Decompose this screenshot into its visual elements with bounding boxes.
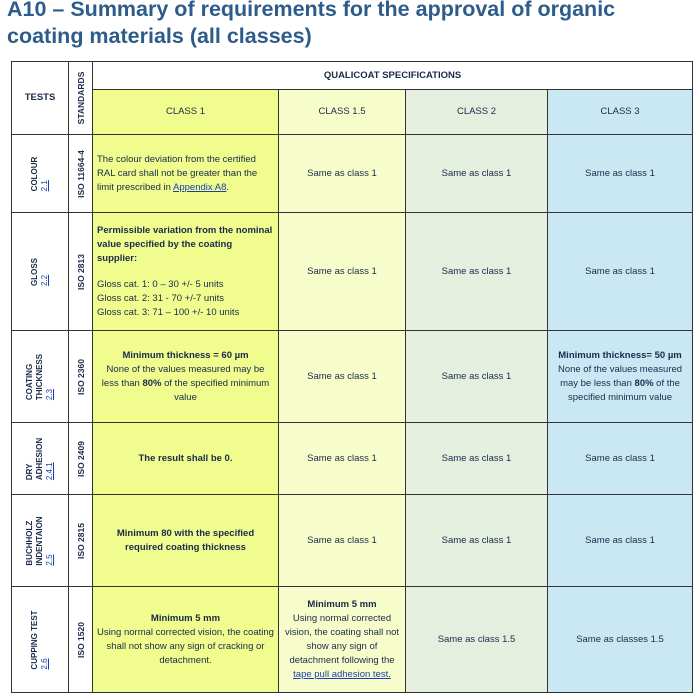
class-header-row	[12, 90, 693, 135]
cupping-class-1-5: Minimum 5 mm Using normal corrected vision, the coating shall not show any sign of detachment following the tape pull adhesion test.	[279, 587, 406, 693]
table-row-dry-adhesion	[12, 423, 693, 495]
thickness-class-2: Same as class 1	[406, 331, 548, 423]
table-row-buchholz	[12, 495, 693, 587]
gloss-class-1-5: Same as class 1	[279, 213, 406, 331]
buchholz-class-3: Same as class 1	[548, 495, 693, 587]
test-coating-thickness: COATING THICKNESS 2.3	[12, 331, 69, 423]
table-row-cupping-test	[12, 587, 693, 693]
buchholz-class-1: Minimum 80 with the specified required coating thickness	[93, 495, 279, 587]
thickness-class-1: Minimum thickness = 60 µm None of the values measured may be less than 80% of the specified minimum value	[93, 331, 279, 423]
colour-class-1: The colour deviation from the certified RAL card shall not be greater than the limit prescribed in Appendix A8.	[93, 135, 279, 213]
colour-class-2: Same as class 1	[406, 135, 548, 213]
ref-link-2-3[interactable]: 2.3	[45, 388, 54, 400]
standard-buchholz: ISO 2815	[69, 495, 93, 587]
standard-gloss: ISO 2813	[69, 213, 93, 331]
header-qualicoat-specifications: QUALICOAT SPECIFICATIONS	[93, 62, 693, 90]
test-cupping: CUPPING TEST 2.6	[12, 587, 69, 693]
ref-link-2-4-1[interactable]: 2.4.1	[45, 461, 54, 480]
header-class-1: CLASS 1	[93, 90, 279, 135]
buchholz-class-1-5: Same as class 1	[279, 495, 406, 587]
cupping-class-1: Minimum 5 mm Using normal corrected vision, the coating shall not show any sign of cracking or detachment.	[93, 587, 279, 693]
ref-link-2-5[interactable]: 2.5	[45, 553, 54, 566]
colour-class-3: Same as class 1	[548, 135, 693, 213]
standard-cupping: ISO 1520	[69, 587, 93, 693]
adhesion-class-1-5: Same as class 1	[279, 423, 406, 495]
test-gloss: GLOSS 2.2	[12, 213, 69, 331]
cupping-class-3: Same as classes 1.5	[548, 587, 693, 693]
standard-coating-thickness: ISO 2360	[69, 331, 93, 423]
ref-link-2-2[interactable]: 2.2	[40, 274, 49, 286]
thickness-class-1-5: Same as class 1	[279, 331, 406, 423]
header-standards: STANDARDS	[69, 62, 93, 135]
page-title: A10 – Summary of requirements for the approval of organic coating materials (all classes)	[7, 0, 616, 48]
gloss-class-2: Same as class 1	[406, 213, 548, 331]
test-colour: COLOUR 2.1	[12, 135, 69, 213]
adhesion-class-2: Same as class 1	[406, 423, 548, 495]
adhesion-class-1: The result shall be 0.	[93, 423, 279, 495]
table-header-row	[12, 62, 693, 90]
requirements-table	[11, 61, 693, 693]
table-row-coating-thickness	[12, 331, 693, 423]
colour-class-1-5: Same as class 1	[279, 135, 406, 213]
standard-dry-adhesion: ISO 2409	[69, 423, 93, 495]
test-buchholz: BUCHHOLZ INDENTAION 2.5	[12, 495, 69, 587]
gloss-class-1: Permissible variation from the nominal value specified by the coating supplier: Gloss cat. 1: 0 – 30 +/- 5 units Gloss cat. 2: 31 - 70 +/-7 units Gloss cat. 3: 71 – 100 +/- 10 units	[93, 213, 279, 331]
test-dry-adhesion: DRY ADHESION 2.4.1	[12, 423, 69, 495]
tape-pull-adhesion-link[interactable]: tape pull adhesion test.	[293, 668, 391, 680]
buchholz-class-2: Same as class 1	[406, 495, 548, 587]
table-row-gloss	[12, 213, 693, 331]
ref-link-2-1[interactable]: 2.1	[40, 179, 49, 191]
adhesion-class-3: Same as class 1	[548, 423, 693, 495]
appendix-a8-link[interactable]: Appendix A8	[173, 181, 227, 193]
header-class-2: CLASS 2	[406, 90, 548, 135]
header-class-1-5: CLASS 1.5	[279, 90, 406, 135]
thickness-class-3: Minimum thickness= 50 µm None of the values measured may be less than 80% of the specified minimum value	[548, 331, 693, 423]
standard-colour: ISO 11664-4	[69, 135, 93, 213]
ref-link-2-6[interactable]: 2.6	[40, 657, 49, 670]
cupping-class-2: Same as class 1.5	[406, 587, 548, 693]
header-tests: TESTS	[12, 62, 69, 135]
gloss-class-3: Same as class 1	[548, 213, 693, 331]
header-class-3: CLASS 3	[548, 90, 693, 135]
table-row-colour	[12, 135, 693, 213]
